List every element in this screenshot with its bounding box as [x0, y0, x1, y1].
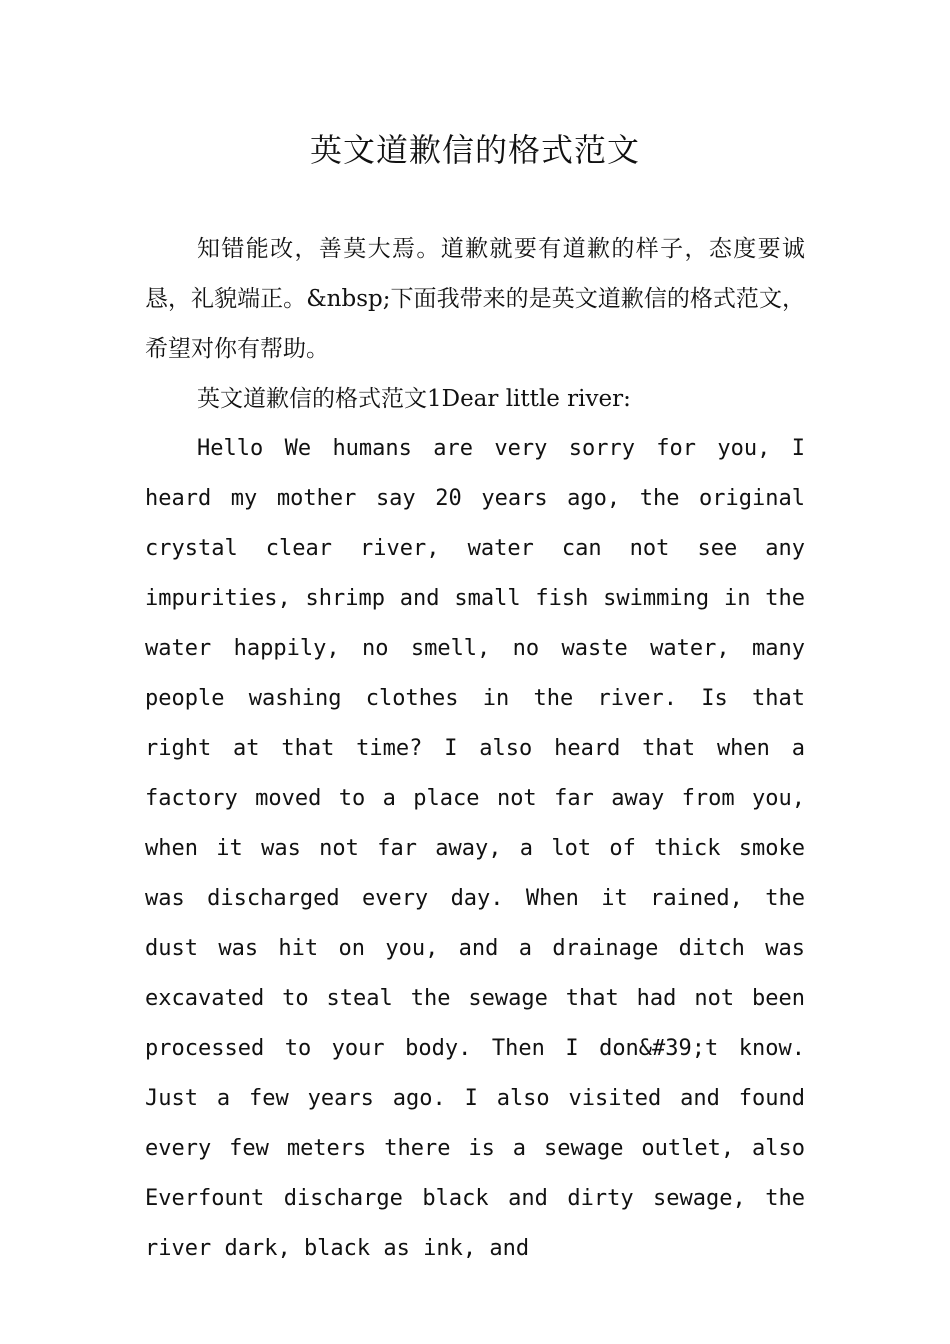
letter-heading: 英文道歉信的格式范文1Dear little river:: [197, 386, 631, 412]
document-title: 英文道歉信的格式范文: [309, 131, 640, 169]
letter-body-paragraph: Hello We humans are very sorry for you, I heard my mother say 20 years ago, the original crystal clear river, water can not see any impurities, shrimp and small fish swimming in the water happily, no smell, no waste water, many people washing clothes in the river. Is that right at that time? I also heard that when a factory moved to a place not far away from you, when it was not far away, a lot of thick smoke was discharged every day. When it rained, the dust was hit on you, and a drainage ditch was excavated to steal the sewage that had not been processed to your body. Then I don&#39;t know. Just a few years ago. I also visited and found every few meters there is a sewage outlet, also Everfount discharge black and dirty sewage, the river dark, black as ink, and: [145, 436, 805, 1261]
document-body: [145, 224, 805, 1274]
intro-paragraph: 知错能改，善莫大焉。道歉就要有道歉的样子，态度要诚恳，礼貌端正。&nbsp;下面我带来的是英文道歉信的格式范文，希望对你有帮助。: [145, 236, 805, 362]
